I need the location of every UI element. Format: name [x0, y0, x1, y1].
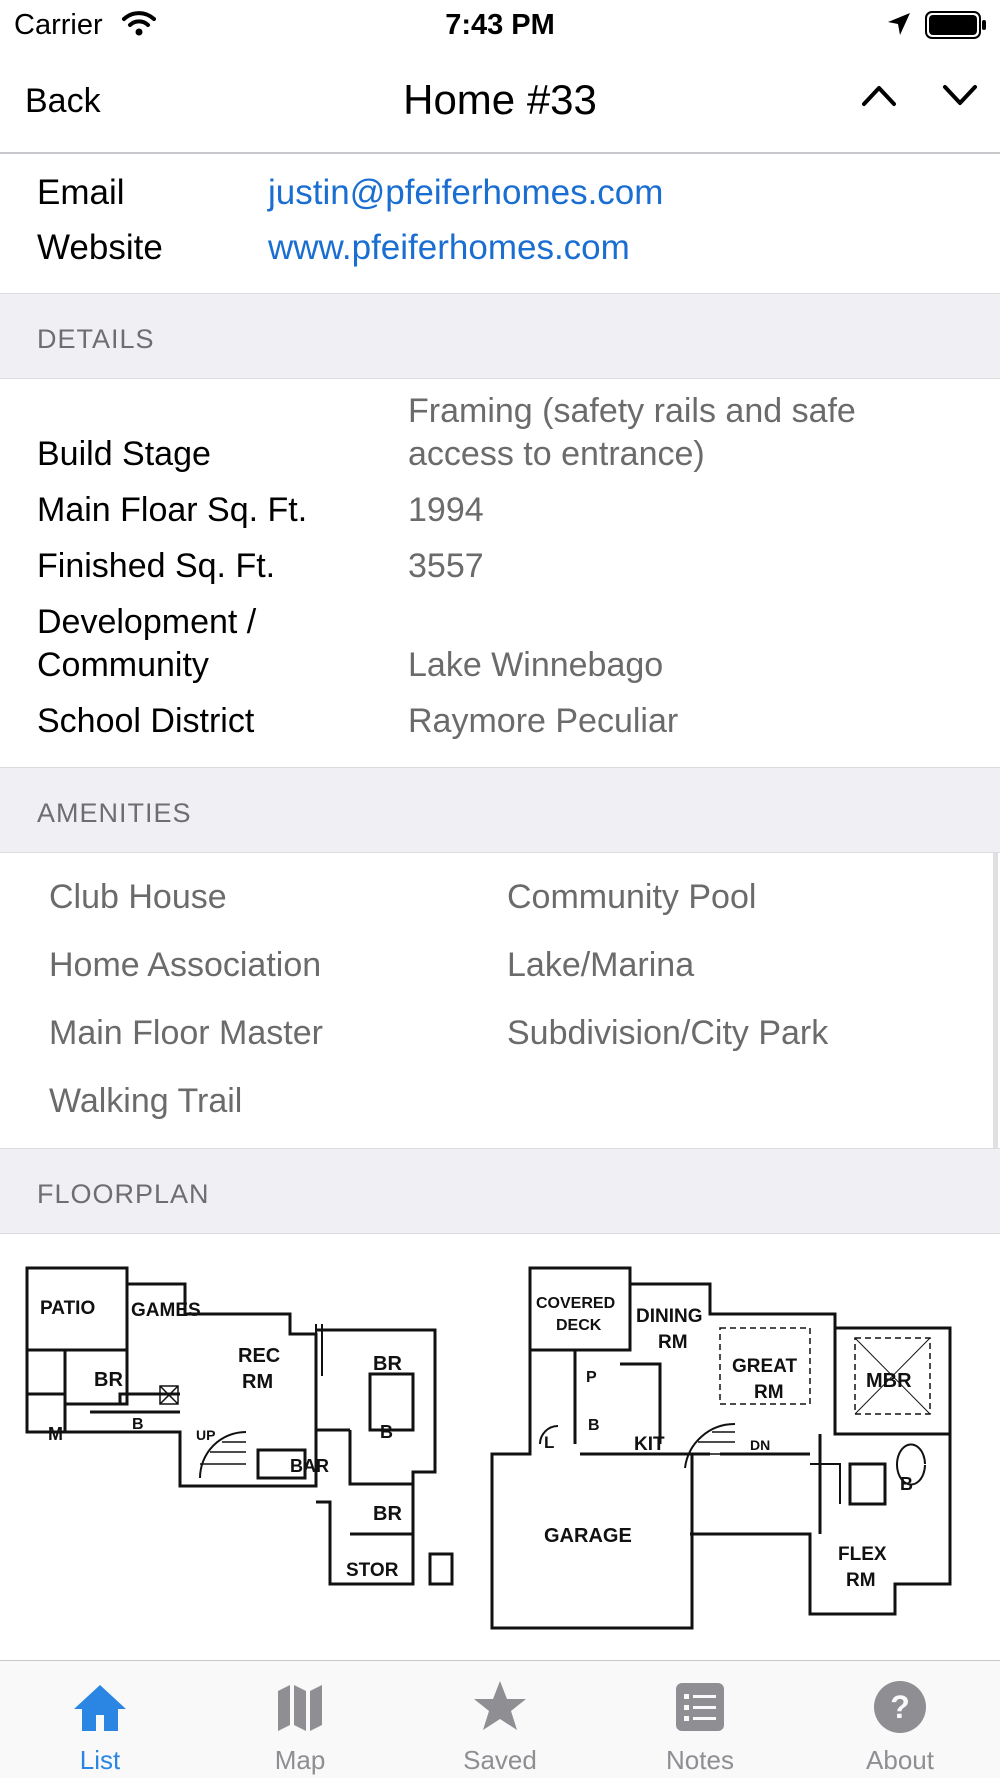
- tab-label: List: [79, 1745, 121, 1775]
- amenity-item: Walking Trail: [49, 1082, 243, 1120]
- amenity-item: Subdivision/City Park: [507, 1014, 829, 1052]
- floorplan-label: B: [380, 1422, 393, 1442]
- finished-sqft-label: Finished Sq. Ft.: [37, 547, 276, 585]
- floorplan-label: M: [48, 1424, 63, 1444]
- navigation-bar: [0, 52, 1000, 154]
- status-time: 7:43 PM: [445, 9, 555, 41]
- amenity-item: Club House: [49, 878, 227, 916]
- school-district-value: Raymore Peculiar: [408, 702, 679, 740]
- floorplan-label: P: [586, 1369, 597, 1386]
- tab-label: About: [866, 1745, 934, 1775]
- tab-saved[interactable]: [400, 1661, 600, 1778]
- map-icon: [270, 1677, 330, 1737]
- page-title: Home #33: [403, 76, 597, 123]
- tab-list[interactable]: [0, 1661, 200, 1778]
- tab-label: Notes: [666, 1745, 734, 1775]
- floorplan-label: REC: [238, 1345, 281, 1367]
- floorplan-label: GAMES: [131, 1300, 201, 1321]
- tab-map[interactable]: [200, 1661, 400, 1778]
- floorplan-label: MBR: [866, 1370, 912, 1392]
- amenities-section-header: [0, 767, 1000, 853]
- home-icon: [70, 1677, 130, 1737]
- floorplan-label: BR: [94, 1369, 123, 1391]
- floorplan-label: RM: [754, 1382, 784, 1403]
- floorplan-label: DN: [750, 1437, 771, 1453]
- floorplan-label: KIT: [634, 1434, 665, 1455]
- tab-bar: [0, 1660, 1000, 1778]
- email-link[interactable]: justin@pfeiferhomes.com: [268, 173, 664, 212]
- floorplan-label: BR: [373, 1353, 402, 1375]
- floorplan-label: RM: [846, 1570, 876, 1591]
- amenity-item: Lake/Marina: [507, 946, 695, 984]
- website-label: Website: [37, 228, 163, 267]
- amenity-item: Home Association: [49, 946, 322, 984]
- battery-icon: [925, 11, 987, 44]
- carrier-label: Carrier: [14, 9, 103, 41]
- floorplan-label: UP: [196, 1427, 216, 1443]
- details-section-header: [0, 293, 1000, 379]
- floorplan-label: RM: [658, 1332, 688, 1353]
- scroll-content[interactable]: [0, 156, 1000, 1660]
- tab-about[interactable]: [800, 1661, 1000, 1778]
- floorplan-label: B: [588, 1417, 600, 1434]
- email-label: Email: [37, 173, 125, 212]
- floorplan-label: STOR: [346, 1560, 399, 1581]
- floorplan-label: B: [132, 1416, 144, 1433]
- finished-sqft-value: 3557: [408, 547, 484, 585]
- floorplan-label: FLEX: [838, 1544, 887, 1565]
- floorplan-label: COVERED: [536, 1295, 616, 1312]
- amenities-header-label: AMENITIES: [37, 798, 192, 828]
- school-district-label: School District: [37, 702, 255, 740]
- floorplan-label: BR: [373, 1503, 402, 1525]
- star-icon: [470, 1677, 530, 1737]
- build-stage-value: Framing (safety rails and safe access to entrance): [408, 392, 856, 473]
- svg-text:?: ?: [890, 1689, 910, 1725]
- floorplan-label: GREAT: [732, 1356, 798, 1377]
- website-link[interactable]: www.pfeiferhomes.com: [268, 228, 630, 267]
- floorplan-label: BAR: [290, 1456, 329, 1476]
- status-bar: [0, 0, 1000, 52]
- back-button[interactable]: Back: [25, 82, 101, 120]
- details-header-label: DETAILS: [37, 324, 155, 354]
- notes-list-icon: [670, 1677, 730, 1737]
- floorplan-label: L: [544, 1433, 555, 1452]
- floorplan-image[interactable]: [20, 1254, 980, 1640]
- location-arrow-icon: [886, 11, 912, 42]
- floorplan-section-header: [0, 1148, 1000, 1234]
- chevron-up-icon[interactable]: [861, 82, 897, 113]
- development-label: Development / Community: [37, 603, 257, 684]
- question-icon: [870, 1677, 930, 1737]
- floorplan-header-label: FLOORPLAN: [37, 1179, 210, 1209]
- tab-notes[interactable]: [600, 1661, 800, 1778]
- floorplan-label: B: [900, 1474, 913, 1494]
- floorplan-label: GARAGE: [544, 1525, 632, 1547]
- amenity-item: Community Pool: [507, 878, 757, 916]
- chevron-down-icon[interactable]: [942, 82, 978, 113]
- amenity-item: Main Floor Master: [49, 1014, 323, 1052]
- tab-label: Saved: [463, 1745, 537, 1775]
- build-stage-label: Build Stage: [37, 435, 211, 473]
- floorplan-label: RM: [242, 1371, 274, 1393]
- main-floor-sqft-label: Main Floar Sq. Ft.: [37, 491, 308, 529]
- floorplan-label: DINING: [636, 1306, 703, 1327]
- floorplan-label: DECK: [556, 1317, 602, 1334]
- main-floor-sqft-value: 1994: [408, 491, 484, 529]
- tab-label: Map: [274, 1745, 326, 1775]
- development-value: Lake Winnebago: [408, 646, 664, 684]
- floorplan-label: PATIO: [40, 1298, 96, 1319]
